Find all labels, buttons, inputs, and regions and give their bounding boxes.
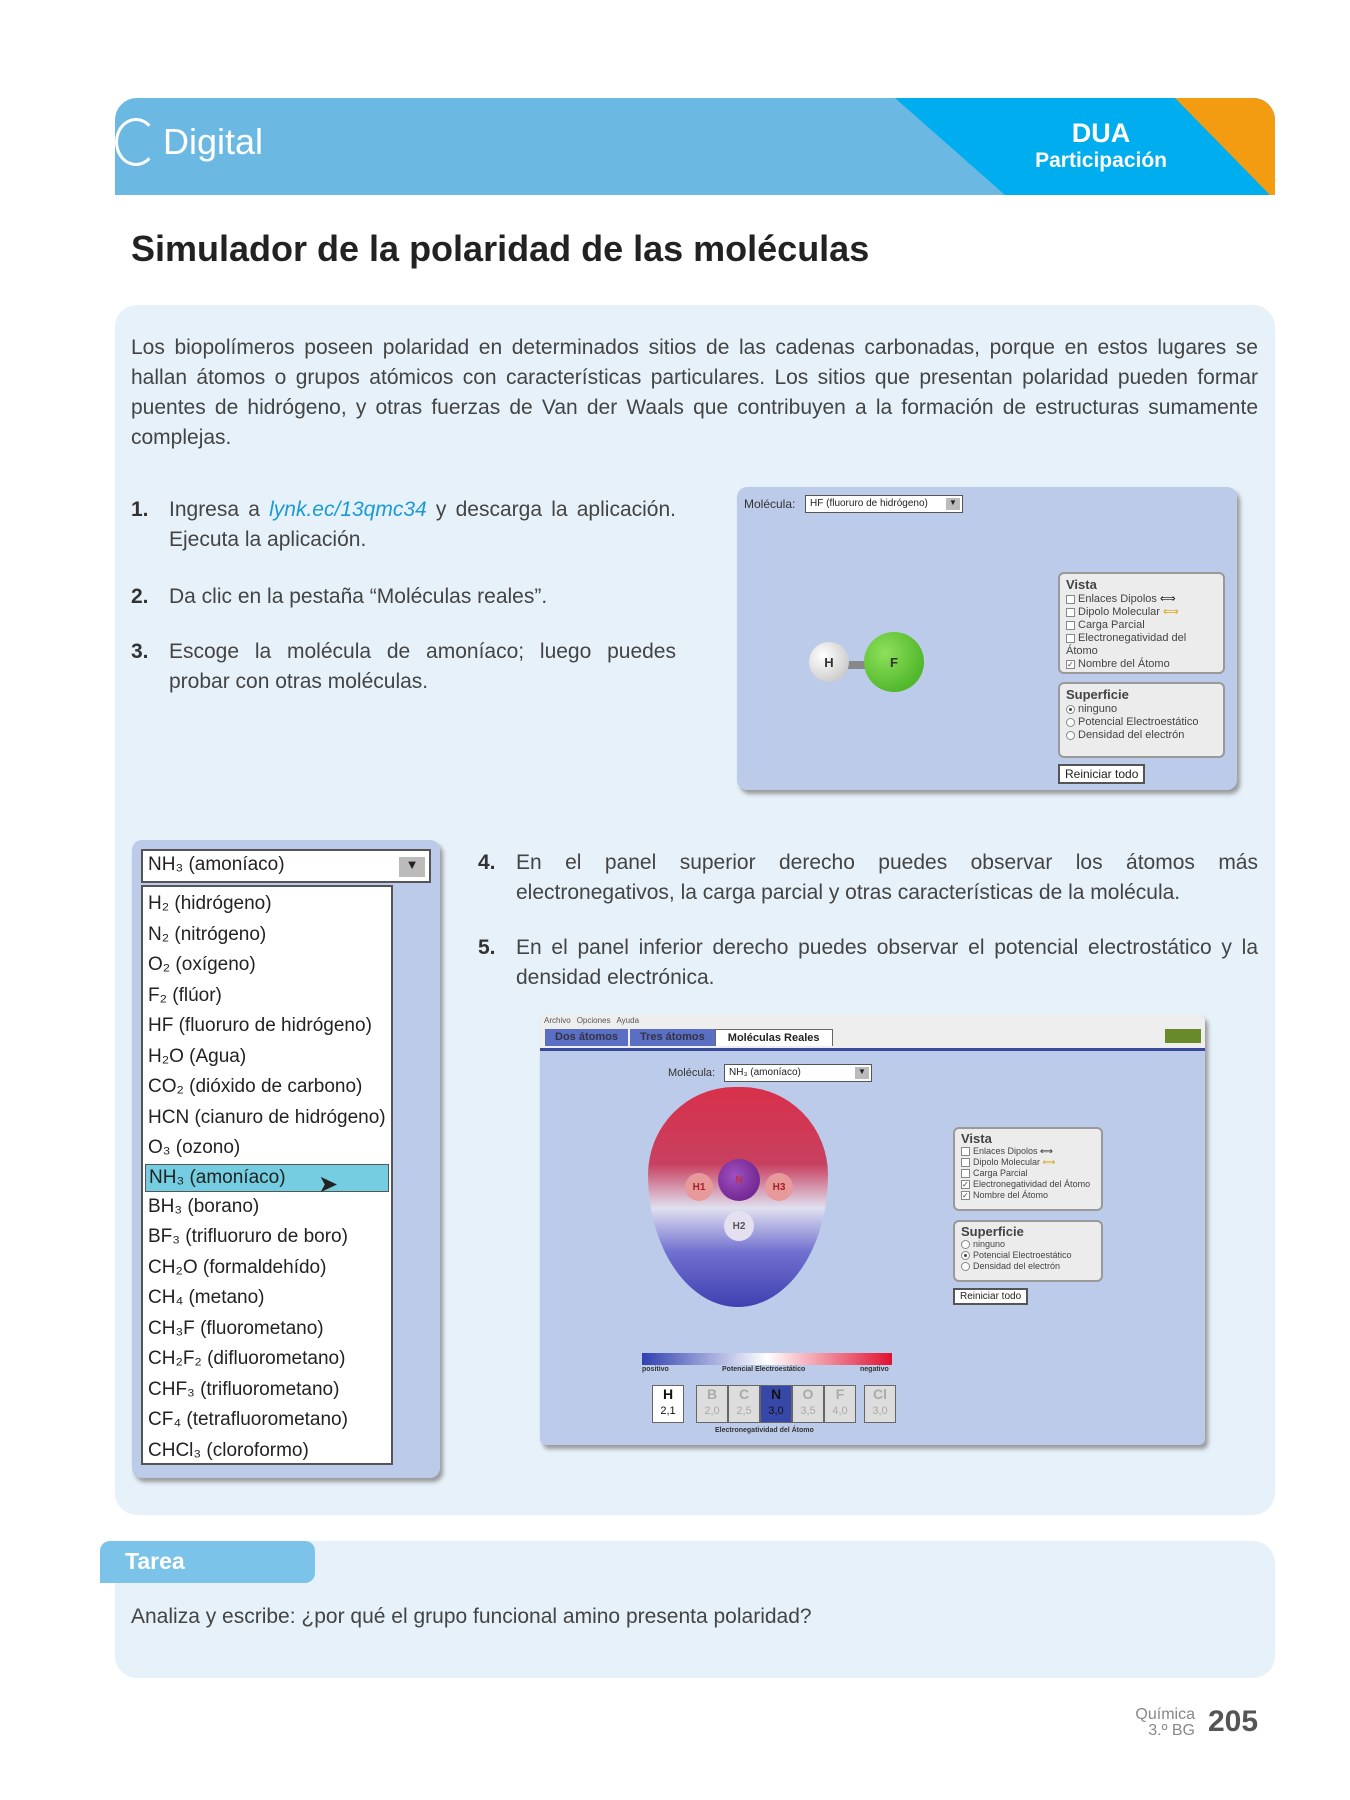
radio-selected-icon[interactable]: [961, 1251, 970, 1260]
download-link[interactable]: lynk.ec/13qmc34: [269, 498, 427, 521]
element-cell: [696, 1385, 728, 1423]
molecule-option[interactable]: NH₃ (amoníaco): [145, 1164, 389, 1192]
radio-icon[interactable]: [961, 1240, 970, 1249]
option-label: ninguno: [1078, 703, 1118, 715]
checkbox-option[interactable]: [1066, 606, 1217, 619]
tab-dos-atomos[interactable]: Dos átomos: [545, 1029, 628, 1046]
element-electronegativity: 3,5: [800, 1405, 816, 1417]
checkbox-option[interactable]: [1066, 593, 1217, 606]
step-text: Escoge la molécula de amoníaco; luego puedes probar con otras moléculas.: [169, 640, 676, 693]
step-4: [478, 848, 1258, 908]
molecule-option[interactable]: O₂ (oxígeno): [148, 954, 256, 975]
checkbox-checked-icon[interactable]: ✓: [962, 1180, 969, 1190]
bond-dipole-arrow-icon: ⟺: [1156, 593, 1176, 605]
molecule-option[interactable]: CF₄ (tetrafluorometano): [148, 1409, 348, 1430]
atom-label: F: [890, 654, 898, 670]
chevron-down-icon: ▼: [399, 857, 425, 877]
radio-icon[interactable]: [961, 1262, 970, 1271]
option-label: Electronegatividad del Átomo: [1066, 632, 1187, 657]
menu-ayuda[interactable]: Ayuda: [616, 1016, 640, 1025]
option-label: Nombre del Átomo: [973, 1190, 1049, 1200]
atom-h2: [724, 1211, 754, 1241]
element-symbol: C: [738, 1386, 750, 1402]
phet-logo: [1165, 1029, 1201, 1043]
step-number: 3.: [131, 640, 149, 663]
checkbox-icon[interactable]: [961, 1147, 970, 1156]
element-cell: [652, 1385, 684, 1423]
step-text: En el panel inferior derecho puedes observar el potencial electrostático y la densidad electrónica.: [516, 936, 1258, 989]
menu-bar: [544, 1016, 639, 1025]
element-symbol: B: [706, 1386, 718, 1402]
checkbox-option[interactable]: [961, 1168, 1095, 1179]
checkbox-icon[interactable]: [961, 1169, 970, 1178]
molecule-option[interactable]: CO₂ (dióxido de carbono): [148, 1076, 363, 1097]
molecule-option[interactable]: CH₄ (metano): [148, 1287, 265, 1308]
chevron-down-icon: ▼: [855, 1067, 869, 1079]
scale-negative-label: negativo: [860, 1366, 889, 1373]
element-electronegativity: 2,0: [704, 1405, 720, 1417]
checkbox-option[interactable]: [1066, 658, 1217, 671]
element-symbol: F: [835, 1386, 845, 1402]
step-text: Ingresa a: [169, 498, 270, 521]
molecule-options-list: [141, 885, 393, 1465]
digital-logo: [115, 118, 263, 166]
bond-dipole-arrow-icon: ⟺: [1037, 1146, 1053, 1156]
element-symbol: H: [662, 1386, 674, 1402]
element-electronegativity: 3,0: [768, 1405, 784, 1417]
nh3-simulator-screenshot: [540, 1015, 1205, 1445]
radio-option[interactable]: [1066, 729, 1217, 742]
option-label: Densidad del electrón: [1078, 729, 1185, 741]
element-cell: [824, 1385, 856, 1423]
option-label: Potencial Electroestático: [973, 1250, 1072, 1260]
page-number: 205: [1208, 1705, 1259, 1738]
checkbox-option[interactable]: [961, 1146, 1095, 1157]
checkbox-icon[interactable]: [1066, 621, 1075, 630]
brand-label: Digital: [163, 121, 264, 162]
radio-option[interactable]: [961, 1239, 1095, 1250]
menu-archivo[interactable]: Archivo: [544, 1016, 571, 1025]
tab-tres-atomos[interactable]: Tres átomos: [630, 1029, 715, 1046]
step-text: y descarga la aplicación. Ejecuta la aplicación.: [169, 498, 676, 551]
atom-label: H: [824, 654, 834, 670]
checkbox-icon[interactable]: [1066, 634, 1075, 643]
option-label: Electronegatividad del Átomo: [973, 1179, 1091, 1189]
hf-simulator-screenshot: [737, 487, 1237, 790]
option-label: Dipolo Molecular: [1078, 606, 1160, 618]
option-label: Potencial Electroestático: [1078, 716, 1199, 728]
option-label: Densidad del electrón: [973, 1261, 1061, 1271]
tarea-question: Analiza y escribe: ¿por qué el grupo funcional amino presenta polaridad?: [131, 1605, 812, 1628]
option-label: ninguno: [973, 1239, 1006, 1249]
molecule-select-value: HF (fluoruro de hidrógeno): [810, 498, 928, 509]
molecule-option[interactable]: BH₃ (borano): [148, 1195, 260, 1217]
tab-moleculas-reales[interactable]: Moléculas Reales: [715, 1029, 833, 1046]
reset-button[interactable]: Reiniciar todo: [953, 1288, 1028, 1305]
dua-subtitle: Participación: [1035, 149, 1167, 172]
molecule-option[interactable]: N₂ (nitrógeno): [148, 923, 267, 945]
element-cell: [760, 1385, 792, 1423]
molecule-option[interactable]: HCN (cianuro de hidrógeno): [148, 1106, 386, 1128]
element-symbol: Cl: [873, 1386, 887, 1402]
molecule-option[interactable]: CH₃F (fluorometano): [148, 1317, 324, 1339]
step-text: En el panel superior derecho puedes observar los átomos más electronegativos, la carga parcial y otras características de la molécula.: [516, 851, 1258, 904]
electronegativity-table: [652, 1385, 892, 1425]
dua-title: DUA: [1071, 118, 1131, 148]
grade-label: 3.º BG: [1148, 1722, 1195, 1739]
step-5: [478, 933, 1258, 993]
checkbox-option[interactable]: [961, 1179, 1095, 1190]
potential-color-scale: [642, 1353, 892, 1365]
molecule-option[interactable]: F₂ (flúor): [148, 984, 222, 1006]
molecular-dipole-arrow-icon: ⟺: [1159, 606, 1179, 618]
molecular-dipole-arrow-icon: ⟺: [1040, 1157, 1056, 1167]
molecule-label: Molécula:: [668, 1067, 716, 1079]
tab-bar: [545, 1029, 833, 1046]
option-label: Enlaces Dipolos: [1078, 593, 1157, 605]
checkbox-icon[interactable]: [961, 1158, 970, 1167]
molecule-option[interactable]: CH₂F₂ (difluorometano): [148, 1348, 346, 1369]
radio-option[interactable]: [1066, 703, 1217, 716]
element-cell: [728, 1385, 760, 1423]
checkbox-checked-icon[interactable]: ✓: [962, 1191, 969, 1201]
checkbox-option[interactable]: [961, 1157, 1095, 1168]
atom-n: [718, 1159, 760, 1201]
scale-positive-label: positivo: [642, 1366, 669, 1373]
step-1: [131, 495, 676, 555]
vista-panel: [1058, 572, 1225, 674]
checkbox-option[interactable]: [961, 1190, 1095, 1201]
superficie-panel: [953, 1220, 1103, 1282]
option-label: Nombre del Átomo: [1078, 658, 1170, 670]
molecule-option[interactable]: CH₂O (formaldehído): [148, 1256, 327, 1278]
molecule-option[interactable]: CHCl₃ (cloroformo): [148, 1439, 309, 1461]
molecule-option[interactable]: O₃ (ozono): [148, 1137, 241, 1158]
checkbox-icon[interactable]: [1066, 608, 1075, 617]
atom-label: H3: [772, 1181, 786, 1193]
option-label: Dipolo Molecular: [973, 1157, 1041, 1167]
digital-logo-icon: [115, 118, 157, 166]
intro-paragraph: Los biopolímeros poseen polaridad en determinados sitios de las cadenas carbonadas, porque en estos lugares se hallan átomos o grupos atómicos con características particulares. Los sitios que presentan polaridad pueden formar puentes de hidrógeno, y otras fuerzas de Van der Waals que contribuyen a la formación de estructuras sumamente complejas.: [131, 336, 1258, 449]
radio-icon[interactable]: [1066, 731, 1075, 740]
vista-title: Vista: [961, 1131, 992, 1146]
element-electronegativity: 2,1: [660, 1405, 676, 1417]
tarea-label: Tarea: [100, 1541, 315, 1583]
atom-label: H2: [732, 1220, 746, 1232]
molecule-select[interactable]: [805, 495, 963, 513]
element-symbol: O: [802, 1386, 814, 1402]
radio-selected-icon[interactable]: [1066, 705, 1075, 714]
page-title: Simulador de la polaridad de las moléculas: [131, 228, 870, 269]
scale-title: Potencial Electroestático: [722, 1366, 806, 1373]
molecule-select[interactable]: [724, 1064, 872, 1082]
dua-badge: [1035, 118, 1167, 173]
molecule-select-value: NH₃ (amoníaco): [148, 854, 285, 875]
step-number: 1.: [131, 498, 149, 521]
vista-panel: [953, 1127, 1103, 1211]
molecule-option[interactable]: BF₃ (trifluoruro de boro): [148, 1226, 348, 1247]
chevron-down-icon: ▼: [946, 498, 960, 510]
molecule-label: Molécula:: [744, 497, 796, 511]
step-3: [131, 637, 676, 697]
cursor-icon: ➤: [318, 1171, 339, 1198]
atom-h1: [685, 1173, 713, 1201]
atom-label: N: [735, 1174, 743, 1186]
footer-subject: [1100, 1707, 1195, 1739]
element-electronegativity: 3,0: [872, 1405, 888, 1417]
atom-label: H1: [692, 1181, 706, 1193]
checkbox-icon[interactable]: [1066, 595, 1075, 604]
radio-option[interactable]: [961, 1261, 1095, 1272]
atom-f: [864, 632, 924, 692]
step-number: 4.: [478, 851, 496, 874]
step-2: [131, 582, 676, 612]
app-toolbar: [540, 1015, 1205, 1051]
reset-button[interactable]: Reiniciar todo: [1058, 764, 1145, 784]
checkbox-checked-icon[interactable]: ✓: [1067, 659, 1074, 669]
checkbox-option[interactable]: [1066, 632, 1217, 658]
superficie-title: Superficie: [1066, 687, 1129, 702]
molecule-option[interactable]: H₂O (Agua): [148, 1045, 247, 1067]
step-number: 2.: [131, 585, 149, 608]
element-electronegativity: 4,0: [832, 1405, 848, 1417]
menu-opciones[interactable]: Opciones: [576, 1016, 611, 1025]
option-label: Carga Parcial: [973, 1168, 1028, 1178]
option-label: Enlaces Dipolos: [973, 1146, 1038, 1156]
molecule-option[interactable]: CHF₃ (trifluorometano): [148, 1378, 340, 1400]
step-number: 5.: [478, 936, 496, 959]
molecule-option[interactable]: HF (fluoruro de hidrógeno): [148, 1015, 372, 1036]
element-symbol: N: [770, 1386, 782, 1402]
digital-header-banner: [115, 98, 1275, 195]
molecule-select[interactable]: [141, 849, 431, 883]
superficie-title: Superficie: [961, 1224, 1024, 1239]
radio-option[interactable]: [961, 1250, 1095, 1261]
element-electronegativity: 2,5: [736, 1405, 752, 1417]
electronegativity-caption: Electronegatividad del Átomo: [715, 1427, 814, 1434]
checkbox-option[interactable]: [1066, 619, 1217, 632]
atom-h: [809, 642, 849, 682]
superficie-panel: [1058, 682, 1225, 758]
step-text: Da clic en la pestaña “Moléculas reales”.: [169, 585, 548, 608]
radio-icon[interactable]: [1066, 718, 1075, 727]
molecule-select-value: NH₃ (amoníaco): [729, 1067, 801, 1078]
tab-divider: [540, 1048, 1205, 1051]
molecule-option[interactable]: H₂ (hidrógeno): [148, 893, 272, 914]
element-cell: [864, 1385, 896, 1423]
option-label: Carga Parcial: [1078, 619, 1145, 631]
element-cell: [792, 1385, 824, 1423]
subject-label: Química: [1135, 1706, 1195, 1723]
vista-title: Vista: [1066, 577, 1097, 592]
radio-option[interactable]: [1066, 716, 1217, 729]
atom-h3: [765, 1173, 793, 1201]
